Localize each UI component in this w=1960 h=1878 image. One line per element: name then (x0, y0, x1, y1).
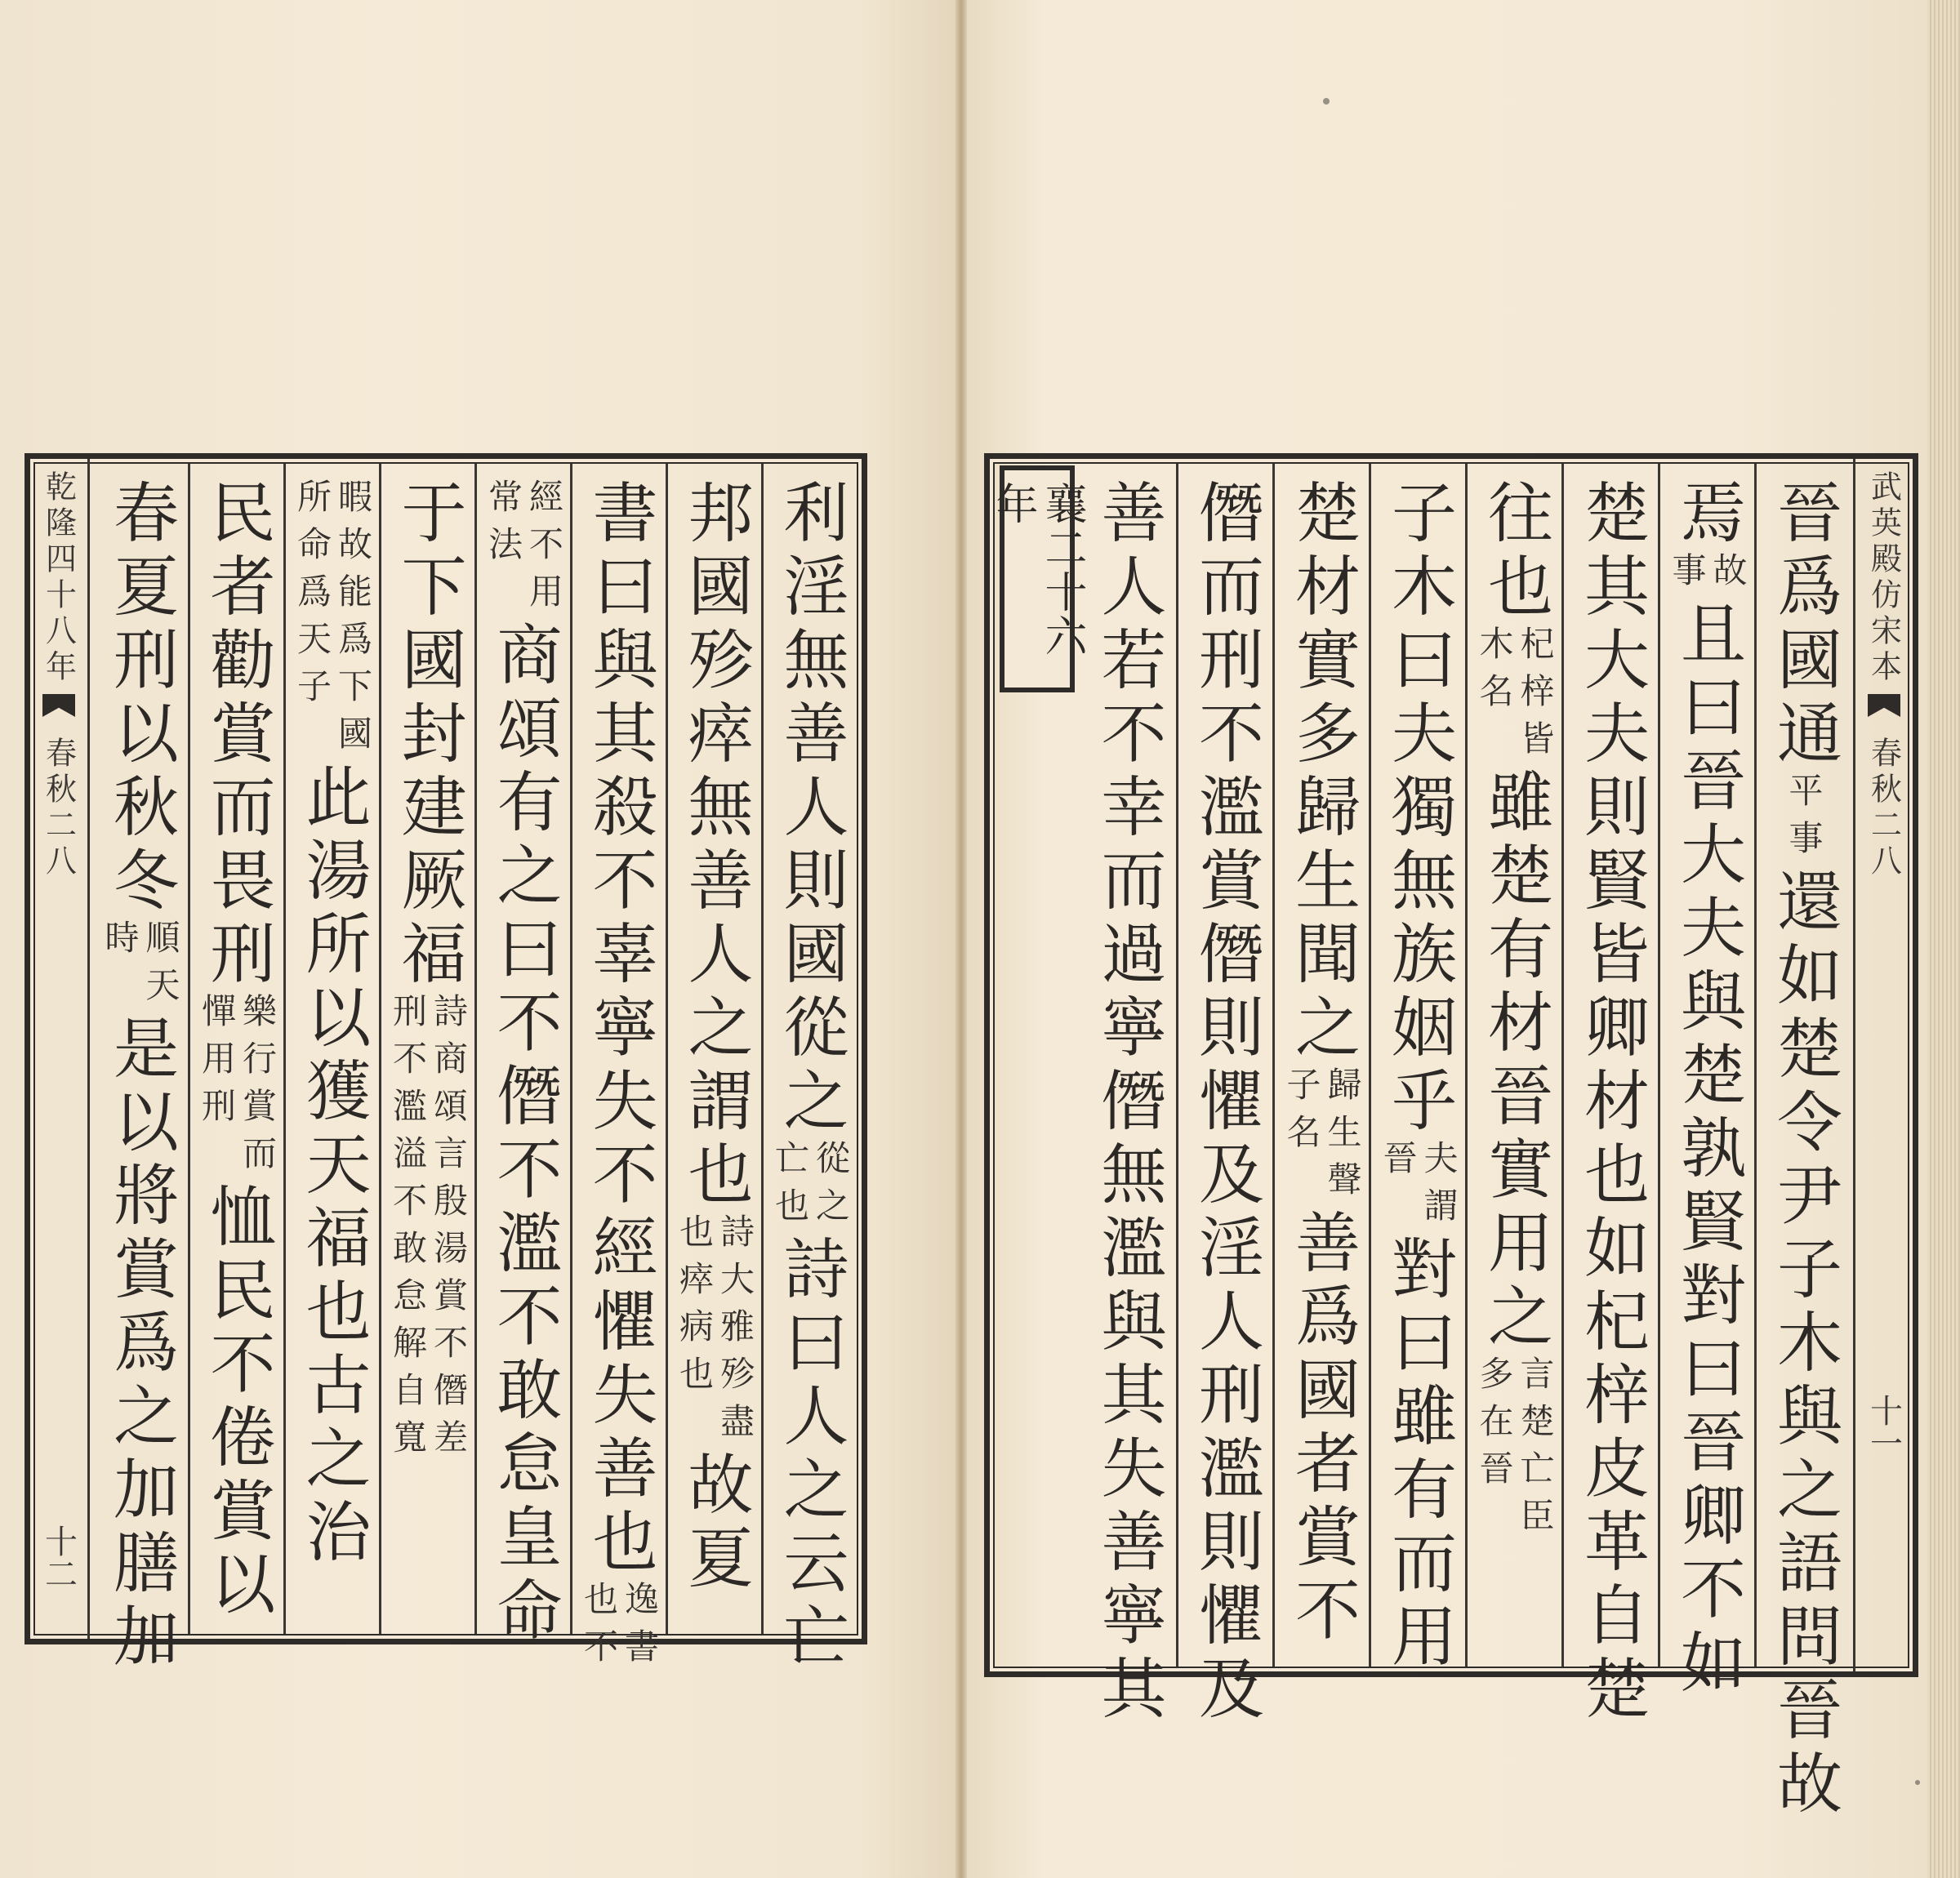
right-columns (1080, 464, 1851, 1822)
text-column: 經不用 常法 商頌有之曰不僭不濫不敢怠皇命 (474, 464, 570, 1634)
text-column: 利淫無善人則國從之 從之 亡也 詩曰人之云亡 (761, 464, 857, 1634)
text-column: 民者勸賞而畏刑 樂行賞而 憚用刑 恤民不倦賞以 (188, 464, 283, 1634)
right-fold-column (1853, 459, 1913, 1671)
text-column: 往也 杞梓皆 木名 雖楚有材晉實用之 言楚亡臣 多在晉 (1465, 464, 1561, 1667)
text-column: 僭而刑不濫賞僭則懼及淫人刑濫則懼及 (1176, 464, 1272, 1667)
chapter-label-box (988, 465, 1086, 692)
right-fold-page-number: 十一 (1864, 1394, 1903, 1459)
text-column: 晉爲國通 平事 還如楚令尹子木與之語問晉故 (1754, 464, 1851, 1667)
left-fold-column (30, 459, 90, 1639)
book-gutter (956, 0, 967, 1878)
text-column: 邦國殄瘁無善人之謂也 詩大雅殄盡 也瘁病也 故夏 (666, 464, 761, 1634)
left-fold-title: 乾隆四十八年 (40, 470, 77, 686)
text-column: 春夏刑以秋冬 順天 時 是以將賞爲之加膳加 (100, 478, 181, 1676)
page-edges (1927, 0, 1960, 1878)
text-column: 楚材實多歸生聞之 歸生聲 子名 善爲國者賞不 (1272, 464, 1369, 1667)
text-column: 楚其大夫則賢皆卿材也如杞梓皮革自楚 (1561, 464, 1658, 1667)
text-column: 善人若不幸而過寧僭無濫與其失善寧其 (1090, 478, 1167, 1728)
left-text-frame (24, 453, 867, 1676)
right-fold-section: 春秋二八 (1865, 737, 1902, 880)
text-column: 焉 故 事 且曰晉大夫與楚孰賢對曰晉卿不如 (1658, 464, 1754, 1667)
ink-speck (1323, 98, 1330, 105)
left-fold-page-number: 十二 (39, 1524, 78, 1590)
right-text-frame (984, 453, 1918, 1822)
text-column: 暇故能爲下國 所命爲天子 此湯所以獲天福也古之治 (283, 464, 379, 1634)
chapter-label: 襄二十六年 (988, 482, 1086, 658)
text-column: 子木曰夫獨無族姻乎 夫謂 晉 對曰雖有而用 (1369, 464, 1465, 1667)
left-fold-section: 春秋二八 (40, 737, 77, 880)
left-columns (92, 464, 857, 1676)
text-column: 書曰與其殺不辜寧失不經懼失善也 逸書 也不 (570, 464, 666, 1634)
ink-speck (1915, 1780, 1920, 1785)
right-fold-title: 武英殿仿宋本 (1865, 470, 1902, 686)
fish-tail-mark (42, 694, 75, 717)
text-column: 于下國封建厥福 詩商頌言殷湯賞不僭差 刑不濫溢不敢怠解自寬 (379, 464, 474, 1634)
fish-tail-mark (1868, 694, 1900, 717)
